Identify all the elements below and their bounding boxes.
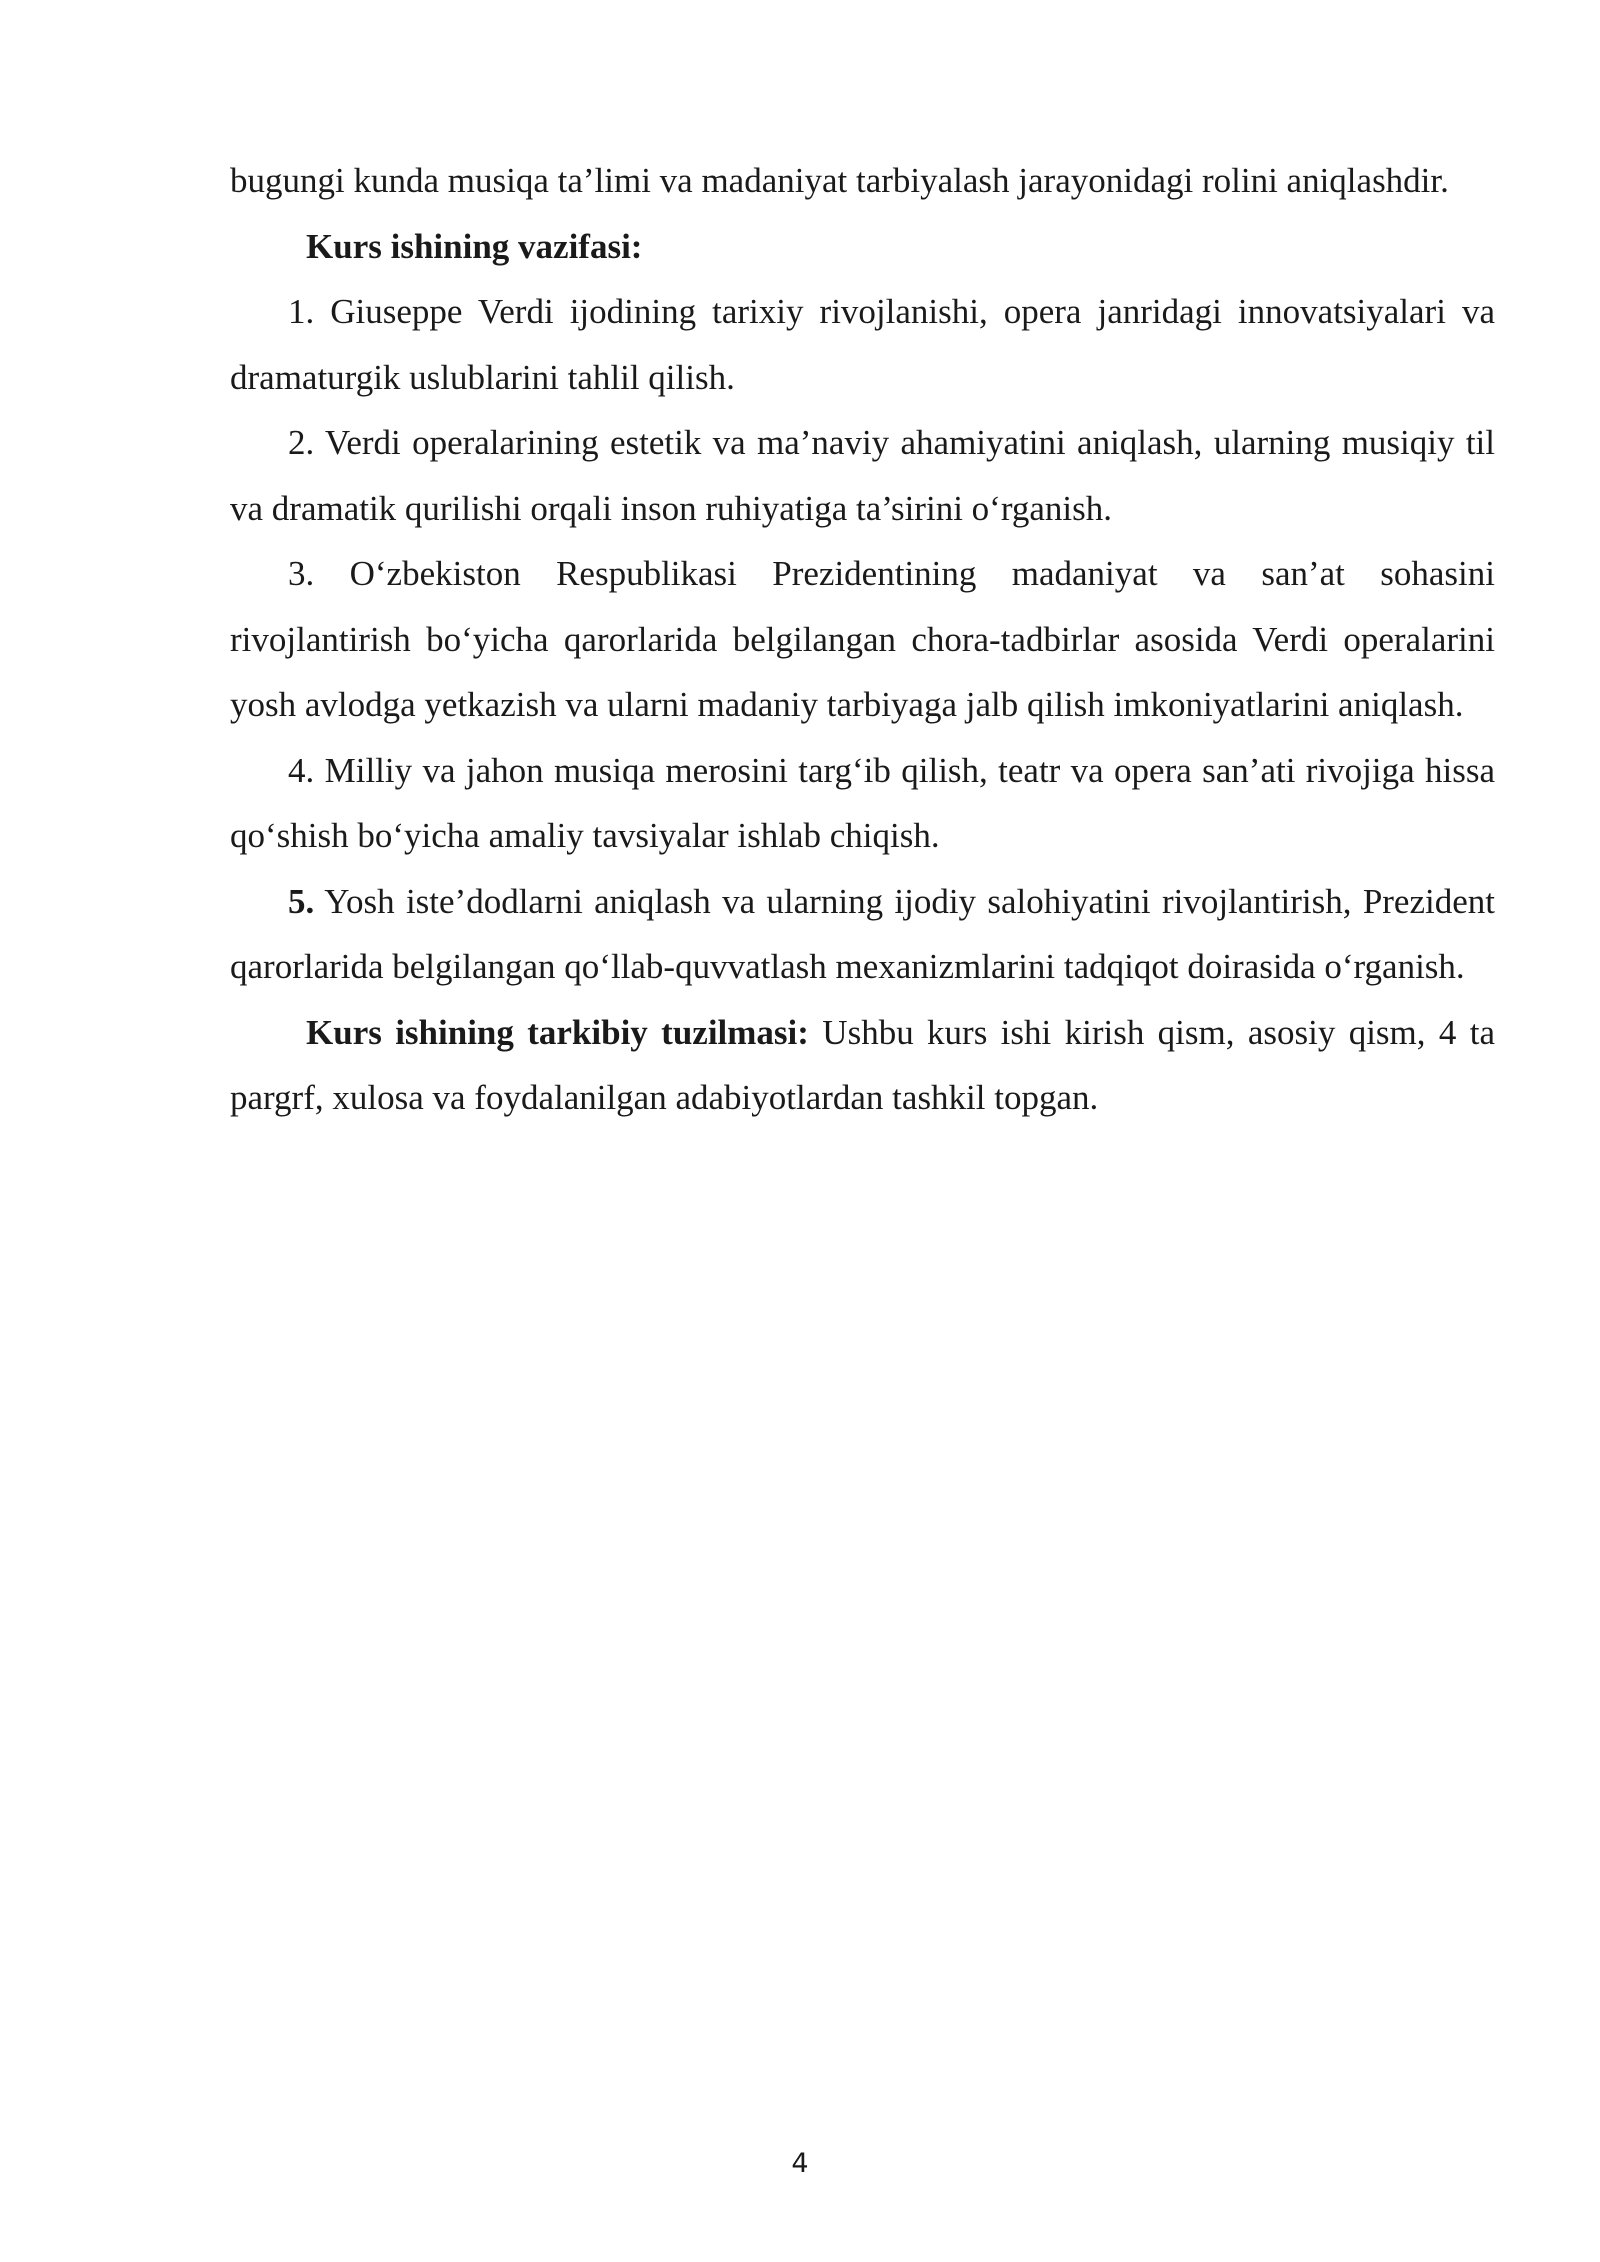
task-item-5	[230, 869, 1495, 1000]
task-number: 3.	[288, 554, 315, 593]
task-item-2	[230, 410, 1495, 541]
structure-heading: Kurs ishining tarkibiy tuzilmasi:	[306, 1012, 809, 1052]
structure-text: Ushbu kurs ishi kirish qism, asosiy qism, 4 ta pargrf, xulosa va foydalanilgan adabiyotlardan tashkil topgan.	[230, 1012, 1495, 1117]
task-item-1	[230, 279, 1495, 410]
structure-paragraph	[230, 1000, 1495, 1131]
task-item-3	[230, 541, 1495, 738]
document-page	[230, 148, 1495, 1131]
tasks-heading-text: Kurs ishining vazifasi:	[306, 226, 643, 266]
task-text: O‘zbekiston Respublikasi Prezidentining madaniyat va san’at sohasini rivojlantirish bo‘yicha qarorlarida belgilangan chora-tadbirlar asosida Verdi operalarini yosh avlodga yetkazish va ularni madaniy tarbiyaga jalb qilish imkoniyatlarini aniqlash.	[230, 554, 1495, 724]
task-number: 2.	[288, 423, 315, 462]
intro-text: bugungi kunda musiqa ta’limi va madaniyat tarbiyalash jarayonidagi rolini aniqlashdir.	[230, 161, 1449, 200]
task-item-4	[230, 738, 1495, 869]
task-number: 1.	[288, 292, 315, 331]
task-text: Verdi operalarining estetik va ma’naviy ahamiyatini aniqlash, ularning musiqiy til va dramatik qurilishi orqali inson ruhiyatiga ta’sirini o‘rganish.	[230, 423, 1495, 528]
task-text: Milliy va jahon musiqa merosini targ‘ib qilish, teatr va opera san’ati rivojiga hissa qo‘shish bo‘yicha amaliy tavsiyalar ishlab chiqish.	[230, 750, 1495, 855]
intro-paragraph	[230, 148, 1495, 214]
page-number: 4	[791, 2148, 809, 2179]
task-text: Giuseppe Verdi ijodining tarixiy rivojlanishi, opera janridagi innovatsiyalari va dramaturgik uslublarini tahlil qilish.	[230, 292, 1495, 397]
task-number: 4.	[288, 750, 315, 790]
tasks-heading	[230, 214, 1495, 280]
task-text: Yosh iste’dodlarni aniqlash va ularning ijodiy salohiyatini rivojlantirish, Prezident qarorlarida belgilangan qo‘llab-quvvatlash mexanizmlarini tadqiqot doirasida o‘rganish.	[230, 881, 1495, 986]
task-number: 5.	[288, 881, 315, 921]
